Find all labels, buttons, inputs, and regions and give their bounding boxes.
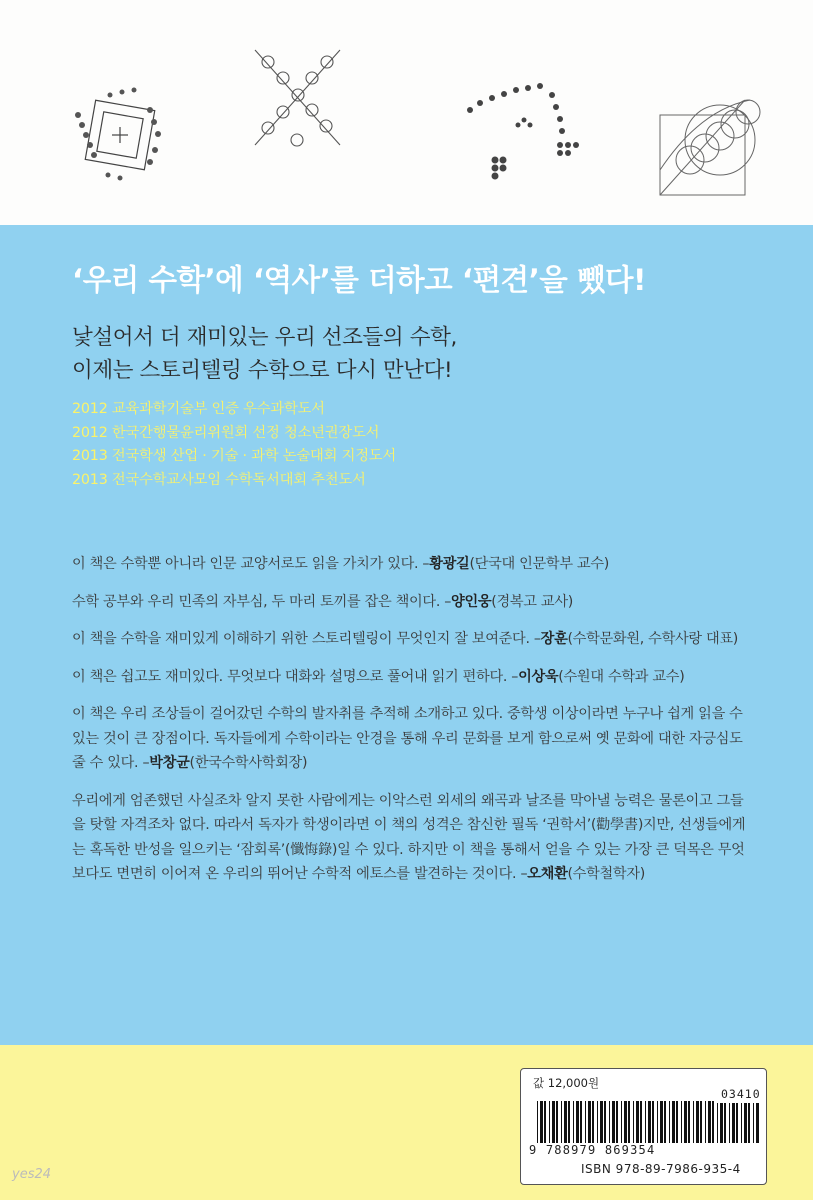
quote-affiliation: (수학문화원, 수학사랑 대표) [567,631,739,647]
award-item: 2013 전국수학교사모임 수학독서대회 추천도서 [72,471,366,488]
barcode-bar [552,1101,555,1143]
yes24-logo: yes24 [12,1167,52,1182]
barcode-bar [544,1101,546,1143]
isbn-label: ISBN 978-89-7986-935-4 [581,1162,741,1176]
barcode-bar [549,1101,550,1143]
barcode-bar [561,1101,562,1143]
barcode-bar [556,1101,558,1143]
quote-text: 수학 공부와 우리 민족의 자부심, 두 마리 토끼를 잡은 책이다. – [72,593,452,610]
barcode-bar [640,1101,642,1143]
quote-author: 박창균 [149,755,190,771]
endorsement-quotes [72,552,752,900]
barcode-bar [657,1101,658,1143]
quote-affiliation: (단국대 인문학부 교수) [469,556,609,572]
barcode-bar [573,1101,574,1143]
barcode-bar [600,1101,603,1143]
barcode-bar [616,1101,618,1143]
barcode-bar [672,1101,675,1143]
quote-affiliation: (수원대 수학과 교수) [558,668,685,685]
lead-text [72,321,457,387]
barcode-bar [736,1103,738,1143]
quote-text: 이 책은 수학뿐 아니라 인문 교양서로도 읽을 가치가 있다. – [72,556,430,572]
barcode-bar [741,1103,742,1143]
barcode-bar [732,1103,735,1143]
barcode-bar [609,1101,610,1143]
barcode-bar [717,1103,718,1143]
quote-item [72,552,752,577]
barcode-bar [712,1101,714,1143]
quote-item [72,627,752,652]
barcode-bar [568,1101,570,1143]
barcode-bar [621,1101,622,1143]
barcode-bar [564,1101,567,1143]
barcode-bar [652,1101,654,1143]
barcode-bar [669,1101,670,1143]
barcode-bar [724,1103,726,1143]
quote-author: 이상욱 [518,668,559,685]
barcode-box [520,1068,767,1185]
quote-author: 황광길 [429,556,470,572]
award-item: 2013 전국학생 산업 · 기술 · 과학 논술대회 지정도서 [72,448,397,464]
barcode-bar [681,1101,682,1143]
addon-barcode-graphic [717,1103,761,1143]
quote-item [72,702,752,776]
barcode-bar [645,1101,646,1143]
barcode-bar [705,1101,706,1143]
quote-text: 이 책은 쉽고도 재미있다. 무엇보다 대화와 설명으로 풀어내 읽기 편하다. – [72,668,519,685]
barcode-bar [633,1101,634,1143]
barcode-bar [624,1101,627,1143]
barcode-bar [597,1101,598,1143]
quote-text: 이 책은 우리 조상들이 걸어갔던 수학의 발자취를 추적해 소개하고 있다. 중학생 이상이라면 누구나 쉽게 읽을 수 있는 것이 큰 장점이다. 독자들에게 수학이라는 안경을 통해 우리 문화를 보게 함으로써 옛 문화에 대한 자긍심도 줄 수 있다. – [72,706,743,771]
barcode-bar [676,1101,678,1143]
barcode-bar [729,1103,730,1143]
quote-author: 양인웅 [451,593,492,610]
barcode-bar [756,1103,759,1143]
quote-text: 이 책을 수학을 재미있게 이해하기 위한 스토리텔링이 무엇인지 잘 보여준다. – [72,631,541,647]
quote-affiliation: (한국수학사학회장) [189,755,308,771]
barcode-bar [537,1101,538,1143]
quote-item [72,665,752,690]
barcode-bar [720,1103,723,1143]
math-diagrams-illustration [0,0,813,225]
award-item: 2012 한국간행물윤리위원회 선정 청소년권장도서 [72,424,380,441]
barcode-bar [585,1101,586,1143]
awards-list [72,398,396,492]
barcode-addon-number: 03410 [721,1087,761,1101]
barcode-bar [592,1101,594,1143]
top-illustration-area [0,0,813,225]
quote-affiliation: (경복고 교사) [491,593,573,610]
barcode-bar [696,1101,699,1143]
quote-affiliation: (수학철학자) [567,866,645,882]
barcode-bar [664,1101,666,1143]
barcode-bar [588,1101,591,1143]
quote-author: 오채환 [527,866,568,882]
barcode-bar [753,1103,754,1143]
barcode-bar [628,1101,630,1143]
quote-item [72,590,752,615]
lead-line-2: 이제는 스토리텔링 수학으로 다시 만난다! [72,358,453,383]
barcode-bar [636,1101,639,1143]
barcode-bar [648,1101,651,1143]
barcode-bar [708,1101,711,1143]
barcode-bar [580,1101,582,1143]
quote-text: 우리에게 엄존했던 사실조차 알지 못한 사람에게는 이악스런 외세의 왜곡과 날조를 막아낼 능력은 물론이고 그들을 탓할 자격조차 없다. 따라서 독자가 학생이라면 이 책의 성격은 참신한 필독 ‘권학서’(勸學書)지만, 선생들에게는 혹독한 반성을 일으키는 ‘잠회록’(懺悔錄)일 수 있다. 하지만 이 책을 통해서 얻을 수 있는 가장 큰 덕목은 무엇보다도 면면히 이어져 온 우리의 뛰어난 수학적 에토스를 발견하는 것이다. – [72,792,746,882]
barcode-bar [604,1101,606,1143]
price-label: 값 12,000원 [533,1076,600,1090]
award-item: 2012 교육과학기술부 인증 우수과학도서 [72,401,325,417]
barcode-bar [693,1101,694,1143]
barcode-bar [744,1103,747,1143]
headline: ‘우리 수학’에 ‘역사’를 더하고 ‘편견’을 뺐다! [72,263,646,297]
barcode-bar [684,1101,687,1143]
lead-line-1: 낯설어서 더 재미있는 우리 선조들의 수학, [72,325,457,350]
barcode-bar [660,1101,663,1143]
main-barcode-graphic [537,1101,715,1143]
quote-item [72,789,752,887]
barcode-bar [612,1101,615,1143]
barcode-bar [688,1101,690,1143]
quote-author: 장훈 [540,631,568,647]
barcode-bar [748,1103,750,1143]
barcode-bar [700,1101,702,1143]
barcode-bar [540,1101,543,1143]
barcode-digits: 9 788979 869354 [529,1143,656,1157]
barcode-bar [576,1101,579,1143]
